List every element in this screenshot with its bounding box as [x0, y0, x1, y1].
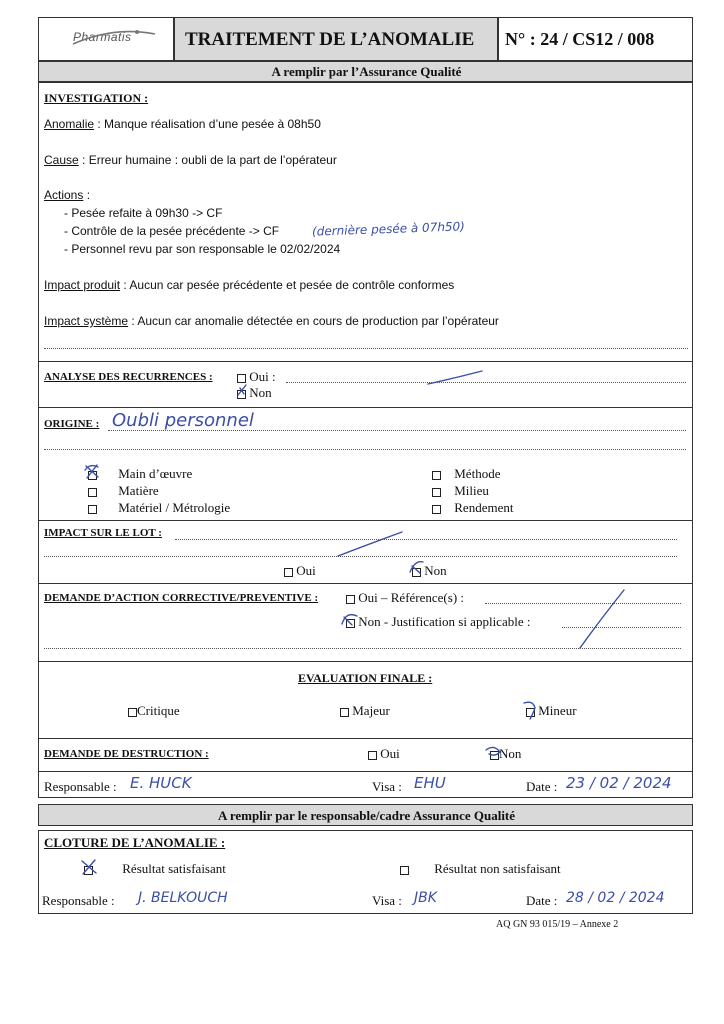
action-slash-mark: [580, 590, 624, 648]
action-corrective-title: DEMANDE D’ACTION CORRECTIVE/PREVENTIVE :: [44, 592, 319, 604]
evaluation-title: EVALUATION FINALE :: [298, 671, 433, 685]
anomaly-number: N° : 24 / CS12 / 008: [505, 29, 655, 49]
cloture-visa-label: Visa :: [372, 893, 402, 908]
cloture-date-label: Date :: [526, 893, 558, 908]
anomalie-text: : Manque réalisation d’une pesée à 08h50: [94, 117, 321, 131]
origine-title: ORIGINE :: [44, 418, 100, 430]
destruction-non-check-mark: [486, 747, 500, 755]
footer-reference: AQ GN 93 015/19 – Annexe 2: [496, 919, 619, 930]
impact-lot-oui-label: Oui: [296, 563, 316, 578]
investigation-title: INVESTIGATION :: [44, 91, 149, 105]
impact-produit-label: Impact produit: [44, 278, 121, 292]
qa-responsable-signature: E. HUCK: [130, 774, 192, 792]
action-corrective-non-label: Non - Justification si applicable :: [358, 614, 531, 629]
pharmatis-logo: Pharmatis: [73, 30, 132, 44]
cloture-responsable-label: Responsable :: [42, 893, 115, 908]
cadre-section-label: A remplir par le responsable/cadre Assurance Qualité: [217, 808, 516, 823]
destruction-title: DEMANDE DE DESTRUCTION :: [44, 748, 209, 760]
qa-date-value: 23 / 02 / 2024: [566, 774, 672, 792]
impact-systeme-text: : Aucun car anomalie détectée en cours de production par l’opérateur: [128, 314, 499, 328]
impact-lot-title: IMPACT SUR LE LOT :: [44, 527, 162, 539]
action-item: - Pesée refaite à 09h30 -> CF: [64, 206, 223, 220]
cloture-visa-signature: JBK: [414, 890, 437, 906]
origine-label: Main d’œuvre: [118, 466, 193, 481]
qa-visa-label: Visa :: [372, 779, 402, 794]
destruction-non-label: Non: [499, 746, 522, 761]
actions-colon: :: [83, 188, 91, 202]
qa-section-label: A remplir par l’Assurance Qualité: [271, 64, 462, 79]
cloture-satisfaisant-check-mark: [82, 860, 96, 874]
actions-label: Actions: [44, 188, 84, 202]
impact-produit-text: : Aucun car pesée précédente et pesée de contrôle conformes: [120, 278, 455, 292]
impact-lot-non-check-mark: [410, 562, 423, 573]
recurrences-non-label: Non: [249, 385, 272, 400]
origine-check-mark: [85, 465, 98, 478]
qa-responsable-label: Responsable :: [44, 779, 117, 794]
qa-date-label: Date :: [526, 779, 558, 794]
cause-text: : Erreur humaine : oubli de la part de l’opérateur: [78, 153, 337, 167]
cloture-non-satisfaisant-label: Résultat non satisfaisant: [434, 861, 561, 876]
cloture-title: CLOTURE DE L’ANOMALIE :: [44, 835, 226, 850]
origine-label: Matériel / Métrologie: [118, 500, 231, 515]
recurrences-oui-label: Oui :: [249, 369, 276, 384]
impact-lot-non-label: Non: [424, 563, 447, 578]
recurrences-title: ANALYSE DES RECURRENCES :: [44, 371, 213, 383]
action-corrective-oui-label: Oui – Référence(s) :: [358, 590, 465, 605]
recurrences-strike-mark: [428, 371, 482, 384]
handwritten-note: (dernière pesée à 07h50): [311, 219, 466, 239]
origine-label: Matière: [118, 483, 159, 498]
impact-lot-strike-mark: [338, 532, 402, 556]
qa-visa-signature: EHU: [414, 774, 446, 792]
destruction-oui-label: Oui: [380, 746, 400, 761]
impact-systeme-label: Impact système: [44, 314, 129, 328]
action-item: - Contrôle de la pesée précédente -> CF: [64, 224, 280, 238]
action-item: - Personnel revu par son responsable le 02/02/2024: [64, 242, 341, 256]
evaluation-mineur-check-mark: [524, 702, 535, 719]
action-non-check-mark: [342, 615, 357, 625]
cause-label: Cause: [44, 153, 79, 167]
cloture-responsable-signature: J. BELKOUCH: [138, 890, 228, 906]
anomalie-label: Anomalie: [44, 117, 95, 131]
recurrences-non-check-mark: [238, 385, 246, 395]
origine-label: Rendement: [454, 500, 514, 515]
evaluation-label: Mineur: [538, 703, 577, 718]
origine-handwritten: Oubli personnel: [112, 410, 254, 431]
evaluation-label: Critique: [137, 703, 180, 718]
cloture-satisfaisant-label: Résultat satisfaisant: [122, 861, 226, 876]
evaluation-label: Majeur: [352, 703, 390, 718]
page-title: TRAITEMENT DE L’ANOMALIE: [185, 29, 475, 50]
cloture-date-value: 28 / 02 / 2024: [566, 890, 665, 906]
origine-label: Méthode: [454, 466, 501, 481]
origine-label: Milieu: [454, 483, 489, 498]
